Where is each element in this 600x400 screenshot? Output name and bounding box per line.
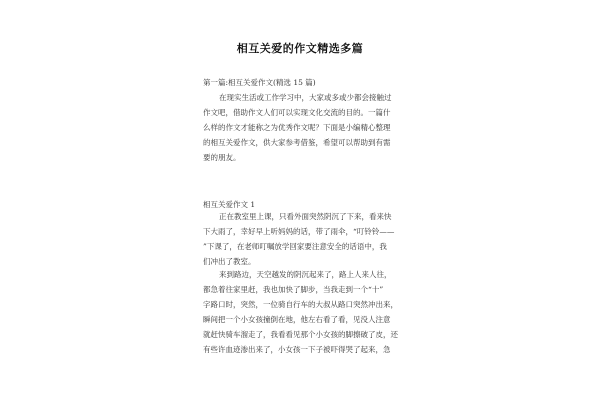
paragraph-line: 字路口时，突然，一位骑自行车的大叔从路口突然冲出来， [203,300,398,309]
paragraph-line: 正在教室里上课，只看外面突然阴沉了下来，看来快 [219,212,392,221]
paragraph-line: 们冲出了教室。 [203,257,256,266]
paragraph-line: 作文吧，借助作文人们可以实现文化交流的目的。一篇什 [203,108,391,117]
paragraph-line: 下大雨了，幸好早上听妈妈的话，带了雨伞，“叮铃铃—— [203,227,395,236]
paragraph-line: 都急着往家里赶，我也加快了脚步，当我走到一个“十” [203,285,384,294]
paragraph-line: 要的朋友。 [203,153,241,162]
paragraph-line: 么样的作文才能称之为优秀作文呢？下面是小编精心整理 [203,123,391,132]
paragraph-line: ”下课了，在老师叮嘱放学回家要注意安全的话语中，我 [203,242,387,251]
essay-paragraph-1 [203,209,403,269]
essay-paragraph-2 [203,267,403,357]
paragraph-line: 就赶快骑车溜走了，我看看见那个小女孩的脚擦破了皮，还 [203,330,398,339]
document-title: 相互关爱的作文精选多篇 [236,42,364,55]
paragraph-line: 在现实生活或工作学习中，大家或多或少都会接触过 [219,93,392,102]
essay-heading: 相互关爱作文 1 [203,200,256,209]
intro-paragraph [203,90,403,165]
paragraph-line: 瞬间把一个小女孩撞倒在地，他左右看了看，见没人注意 [203,315,391,324]
paragraph-line: 有些许血迹渗出来了，小女孩一下子被吓得哭了起来，急 [203,345,391,354]
paragraph-line: 来到路边，天空越发的阴沉起来了，路上人来人往， [219,270,392,279]
section-heading: 第一篇:相互关爱作文(精选 15 篇) [203,78,316,87]
paragraph-line: 的相互关爱作文，供大家参考借鉴，希望可以帮助到有需 [203,138,391,147]
